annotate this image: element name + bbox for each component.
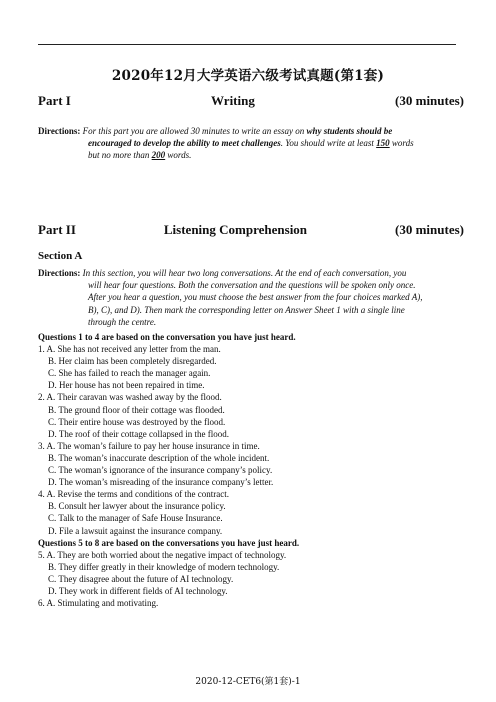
answer-choice: B. They differ greatly in their knowledge of modern technology. xyxy=(48,561,280,572)
answer-choice: D. The roof of their cottage collapsed in the flood. xyxy=(48,428,230,439)
part1-directions-label: Directions: xyxy=(38,126,81,136)
part1-name: Writing xyxy=(211,93,255,108)
question-item: 3. A. The woman’s failure to pay her house insurance in time. xyxy=(38,440,260,451)
part1-dir-text: but no more than xyxy=(88,150,152,161)
part1-max-words: 200 xyxy=(151,150,166,161)
question-group-heading: Questions 5 to 8 are based on the conversations you have just heard. xyxy=(38,537,300,548)
answer-choice: B. Her claim has been completely disregarded. xyxy=(48,356,217,367)
part2-directions-label: Directions: xyxy=(38,268,81,278)
part2-name: Listening Comprehension xyxy=(163,222,308,237)
part2-dir-line: In this section, you will hear two long conversations. At the end of each conversation, you xyxy=(80,268,407,278)
answer-choice: D. Her house has not been repaired in time. xyxy=(48,380,205,391)
question-list xyxy=(38,331,464,609)
header-rule xyxy=(38,44,456,45)
answer-choice: D. They work in different fields of AI technology. xyxy=(48,585,228,596)
part2-dir-line: will hear four questions. Both the conversation and the questions will be spoken only once. xyxy=(88,280,416,291)
answer-choice: B. Consult her lawyer about the insurance policy. xyxy=(48,501,226,512)
part1-dir-text: . You should write at least xyxy=(280,138,377,149)
answer-choice: C. She has failed to reach the manager again. xyxy=(48,368,211,379)
part1-directions xyxy=(38,125,464,162)
answer-choice: B. The ground floor of their cottage was flooded. xyxy=(48,404,225,415)
question-item: 5. A. They are both worried about the negative impact of technology. xyxy=(38,549,287,560)
part2-time: (30 minutes) xyxy=(395,222,464,237)
part1-dir-text: For this part you are allowed 30 minutes to write an essay on xyxy=(80,126,307,136)
answer-choice: C. Their entire house was destroyed by the flood. xyxy=(48,416,226,427)
part2-dir-line: After you hear a question, you must choose the best answer from the four choices marked A), xyxy=(88,292,423,303)
part1-topic-cont: encouraged to develop the ability to meet challenges xyxy=(88,138,281,149)
part2-dir-line: B), C), and D). Then mark the corresponding letter on Answer Sheet 1 with a single line xyxy=(88,304,405,315)
part2-label: Part II xyxy=(38,222,76,237)
answer-choice: C. The woman’s ignorance of the insurance company’s policy. xyxy=(48,465,273,476)
answer-choice: C. They disagree about the future of AI technology. xyxy=(48,573,234,584)
part2-dir-line: through the centre. xyxy=(88,316,157,327)
answer-choice: B. The woman’s inaccurate description of the whole incident. xyxy=(48,452,270,463)
part1-time: (30 minutes) xyxy=(395,93,464,108)
answer-choice: D. The woman’s misreading of the insurance company’s letter. xyxy=(48,477,274,488)
part1-dir-text: words. xyxy=(165,150,192,161)
part2-heading xyxy=(38,222,464,240)
answer-choice: D. File a lawsuit against the insurance company. xyxy=(48,525,223,536)
part2-directions xyxy=(38,267,464,328)
part1-label: Part I xyxy=(38,93,71,108)
question-item: 6. A. Stimulating and motivating. xyxy=(38,598,159,609)
answer-choice: C. Talk to the manager of Safe House Insurance. xyxy=(48,513,223,524)
section-a-heading: Section A xyxy=(38,250,83,262)
question-item: 4. A. Revise the terms and conditions of the contract. xyxy=(38,489,229,500)
question-item: 1. A. She has not received any letter from the man. xyxy=(38,344,221,355)
question-item: 2. A. Their caravan was washed away by the flood. xyxy=(38,392,222,403)
page-title: 2020年12月大学英语六级考试真题(第1套) xyxy=(111,68,385,84)
part1-topic: why students should be xyxy=(306,126,393,136)
question-group-heading: Questions 1 to 4 are based on the conversation you have just heard. xyxy=(38,332,296,342)
page-footer: 2020-12-CET6(第1套)-1 xyxy=(195,677,301,687)
part1-min-words: 150 xyxy=(376,138,390,149)
part1-heading xyxy=(38,93,464,111)
part1-dir-text: words xyxy=(389,138,414,149)
